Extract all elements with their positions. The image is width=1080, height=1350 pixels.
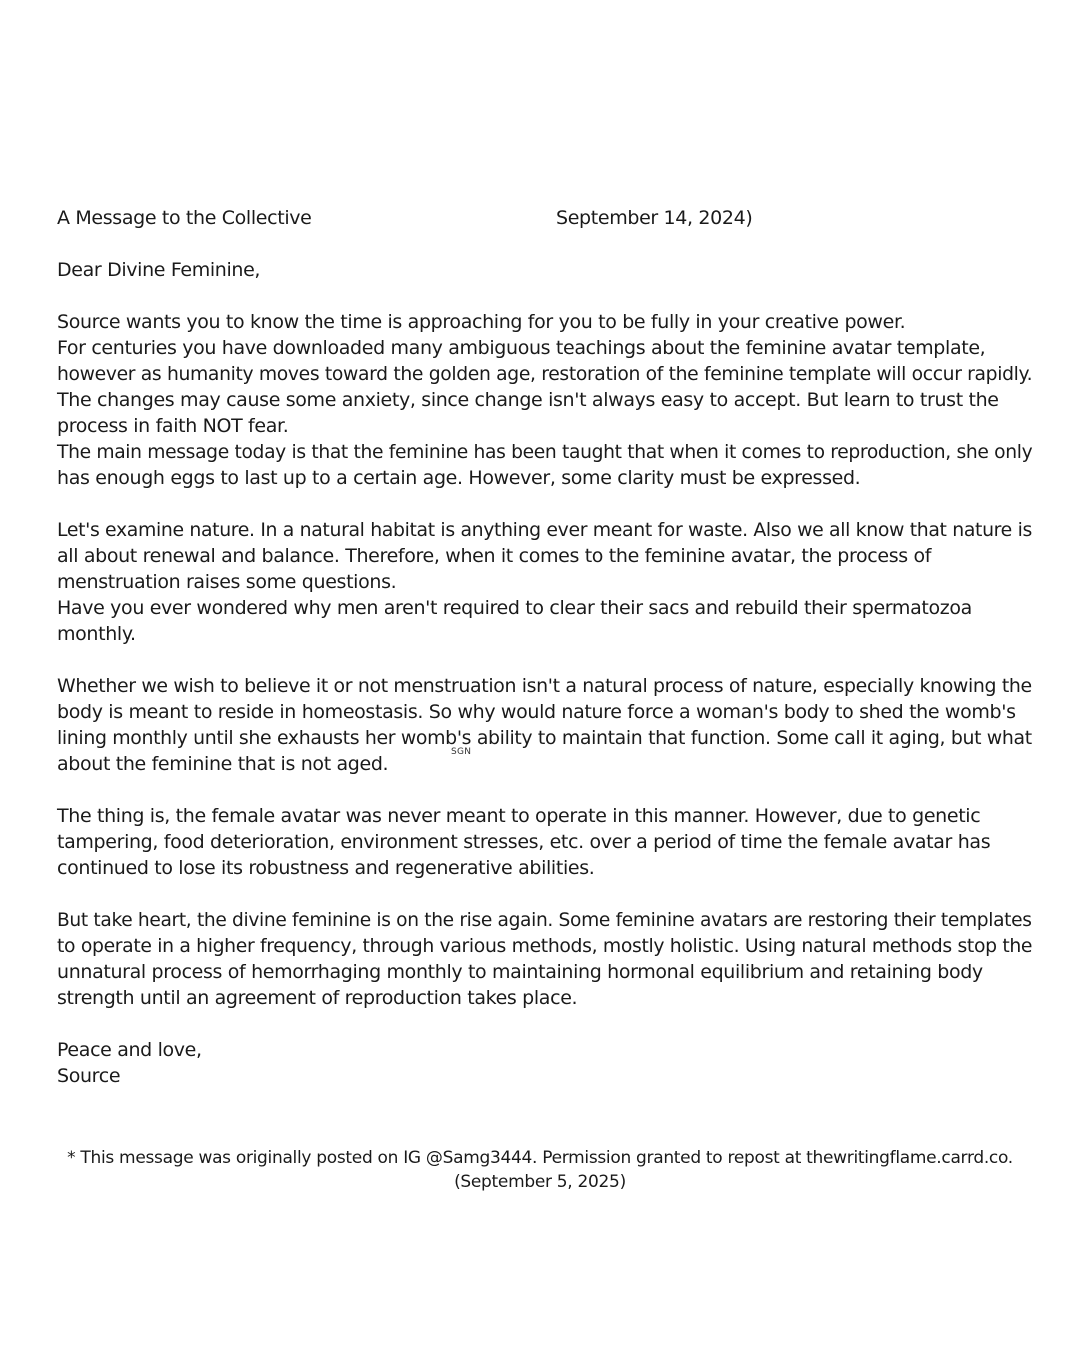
text-line: strength until an agreement of reproduction takes place. bbox=[57, 987, 578, 1009]
letter-header bbox=[57, 205, 1032, 231]
sgn-watermark: SGN bbox=[451, 747, 472, 757]
text-line: Let's examine nature. In a natural habitat is anything ever meant for waste. Also we all know that nature is bbox=[57, 519, 1032, 541]
text-line: Have you ever wondered why men aren't required to clear their sacs and rebuild their spermatozoa bbox=[57, 597, 972, 619]
text-line: process in faith NOT fear. bbox=[57, 415, 289, 437]
footnote-date: (September 5, 2025) bbox=[454, 1172, 626, 1192]
text-line: all about renewal and balance. Therefore, when it comes to the feminine avatar, the process of bbox=[57, 545, 932, 567]
text-line: unnatural process of hemorrhaging monthly to maintaining hormonal equilibrium and retaining body bbox=[57, 961, 983, 983]
text-line: lining monthly until she exhausts her womb's ability to maintain that function. Some call it aging, but what bbox=[57, 727, 1032, 749]
text-line: has enough eggs to last up to a certain age. However, some clarity must be expressed. bbox=[57, 467, 861, 489]
text-line: about the feminine that is not aged. bbox=[57, 753, 389, 775]
text-line: however as humanity moves toward the golden age, restoration of the feminine template will occur rapidly. bbox=[57, 363, 1033, 385]
paragraph-2 bbox=[57, 517, 1032, 647]
text-line: The thing is, the female avatar was never meant to operate in this manner. However, due to genetic bbox=[57, 805, 981, 827]
paragraph-spacer bbox=[57, 1011, 1032, 1037]
paragraph-1 bbox=[57, 309, 1032, 491]
footnote bbox=[0, 1146, 1080, 1194]
paragraph-spacer bbox=[57, 491, 1032, 517]
letter-date: September 14, 2024) bbox=[556, 207, 753, 229]
letter-body bbox=[57, 205, 1032, 1089]
text-line: Source wants you to know the time is approaching for you to be fully in your creative power. bbox=[57, 311, 906, 333]
text-line: The main message today is that the feminine has been taught that when it comes to reproduction, she only bbox=[57, 441, 1033, 463]
paragraph-spacer bbox=[57, 647, 1032, 673]
text-line: tampering, food deterioration, environment stresses, etc. over a period of time the female avatar has bbox=[57, 831, 991, 853]
text-line: But take heart, the divine feminine is on the rise again. Some feminine avatars are restoring their templates bbox=[57, 909, 1032, 931]
footnote-line: * This message was originally posted on IG @Samg3444. Permission granted to repost at thewritingflame.carrd.co. bbox=[67, 1148, 1013, 1168]
paragraph-4 bbox=[57, 803, 1032, 881]
closing bbox=[57, 1037, 1032, 1089]
paragraph-spacer bbox=[57, 777, 1032, 803]
paragraph-spacer bbox=[57, 881, 1032, 907]
text-line: monthly. bbox=[57, 623, 136, 645]
paragraph-spacer bbox=[57, 283, 1032, 309]
text-line: menstruation raises some questions. bbox=[57, 571, 397, 593]
text-line: The changes may cause some anxiety, since change isn't always easy to accept. But learn to trust the bbox=[57, 389, 999, 411]
valediction: Peace and love, bbox=[57, 1039, 202, 1061]
text-line: Whether we wish to believe it or not menstruation isn't a natural process of nature, especially knowing the bbox=[57, 675, 1032, 697]
text-line: For centuries you have downloaded many ambiguous teachings about the feminine avatar template, bbox=[57, 337, 986, 359]
salutation: Dear Divine Feminine, bbox=[57, 259, 261, 281]
paragraph-5 bbox=[57, 907, 1032, 1011]
text-line: continued to lose its robustness and regenerative abilities. bbox=[57, 857, 595, 879]
paragraph-3 bbox=[57, 673, 1032, 777]
text-line: body is meant to reside in homeostasis. So why would nature force a woman's body to shed the womb's bbox=[57, 701, 1016, 723]
text-line: to operate in a higher frequency, through various methods, mostly holistic. Using natural methods stop the bbox=[57, 935, 1033, 957]
letter-title: A Message to the Collective bbox=[57, 207, 312, 229]
signature: Source bbox=[57, 1065, 121, 1087]
